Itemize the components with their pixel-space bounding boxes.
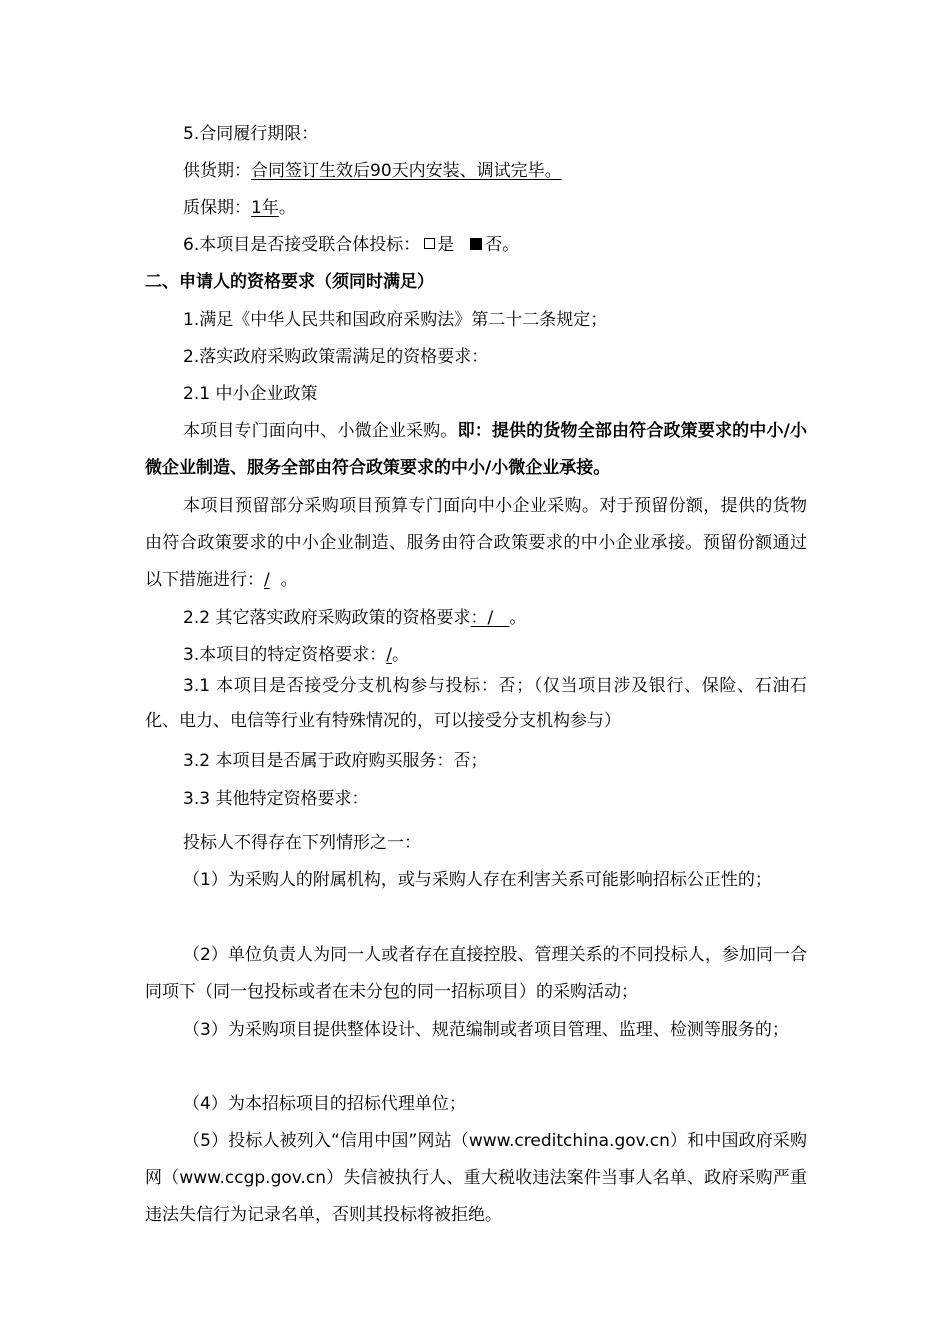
requirement-3-value: / — [386, 645, 392, 665]
consortium-label: 6.本项目是否接受联合体投标： — [183, 235, 421, 255]
reserved-share-text: 本项目预留部分采购项目预算专门面向中小企业采购。对于预留份额，提供的货物由符合政策要求的中小企业制造、服务由符合政策要求的中小企业承接。预留份额通过以下措施进行： — [145, 496, 807, 590]
delivery-value: 合同签订生效后90天内安装、调试完毕。 — [251, 161, 562, 181]
delivery-label: 供货期： — [183, 161, 251, 181]
requirement-3-3: 3.3 其他特定资格要求： — [183, 789, 369, 809]
exclusion-intro: 投标人不得存在下列情形之一： — [183, 833, 421, 853]
warranty-label: 质保期： — [183, 198, 251, 218]
exclusion-item-1: （1）为采购人的附属机构，或与采购人存在利害关系可能影响招标公正性的； — [183, 870, 772, 890]
sme-bold-text: 即：提供的货物全部由符合政策要求的中小/小微企业制造、服务全部由符合政策要求的中小/小微企业承接。 — [145, 421, 807, 478]
requirement-3-label: 3.本项目的特定资格要求： — [183, 645, 387, 665]
delivery-period-line — [145, 153, 807, 190]
checkbox-yes-icon — [424, 238, 435, 249]
warranty-period-line — [145, 190, 807, 227]
requirement-2-2 — [145, 600, 807, 637]
exclusion-item-4: （4）为本招标项目的招标代理单位； — [183, 1094, 466, 1114]
reserved-share-paragraph — [145, 488, 807, 599]
requirement-2-2-label: 2.2 其它落实政府采购政策的资格要求 — [183, 608, 471, 628]
warranty-suffix: 。 — [278, 198, 296, 218]
section-2-title: 二、申请人的资格要求（须同时满足） — [145, 272, 434, 292]
requirement-2: 2.落实政府采购政策需满足的资格要求： — [183, 347, 489, 367]
consortium-yes-label: 是 — [437, 235, 455, 255]
warranty-value: 1年 — [251, 198, 279, 218]
requirement-2-1: 2.1 中小企业政策 — [183, 384, 318, 404]
requirement-2-2-suffix: 。 — [509, 608, 527, 628]
exclusion-item-2: （2）单位负责人为同一人或者存在直接控股、管理关系的不同投标人，参加同一合同项下（同一包投标或者在未分包的同一招标项目）的采购活动； — [145, 945, 807, 1002]
sme-normal-text: 本项目专门面向中、小微企业采购。 — [183, 421, 458, 441]
reserved-share-suffix: 。 — [280, 570, 298, 590]
consortium-line — [145, 227, 807, 264]
reserved-share-value: / — [264, 570, 270, 590]
consortium-no-label: 否。 — [485, 235, 520, 255]
requirement-2-2-value: ：/ — [470, 608, 494, 628]
requirement-1: 1.满足《中华人民共和国政府采购法》第二十二条规定； — [183, 310, 608, 330]
requirement-3-1: 3.1 本项目是否接受分支机构参与投标：否；（仅当项目涉及银行、保险、石油石化、电力、电信等行业有特殊情况的，可以接受分支机构参与） — [145, 676, 807, 731]
exclusion-item-5: （5）投标人被列入“信用中国”网站（www.creditchina.gov.cn）和中国政府采购网（www.ccgp.gov.cn）失信被执行人、重大税收违法案件当事人名单、政府采购严重违法失信行为记录名单，否则其投标将被拒绝。 — [145, 1131, 807, 1225]
checkbox-no-checked-icon — [470, 238, 482, 250]
contract-period-heading: 5.合同履行期限： — [183, 124, 319, 144]
sme-policy-paragraph — [145, 413, 807, 487]
requirement-3-suffix: 。 — [391, 645, 409, 665]
requirement-3-2: 3.2 本项目是否属于政府购买服务：否； — [183, 751, 488, 771]
exclusion-item-3: （3）为采购项目提供整体设计、规范编制或者项目管理、监理、检测等服务的； — [183, 1020, 789, 1040]
